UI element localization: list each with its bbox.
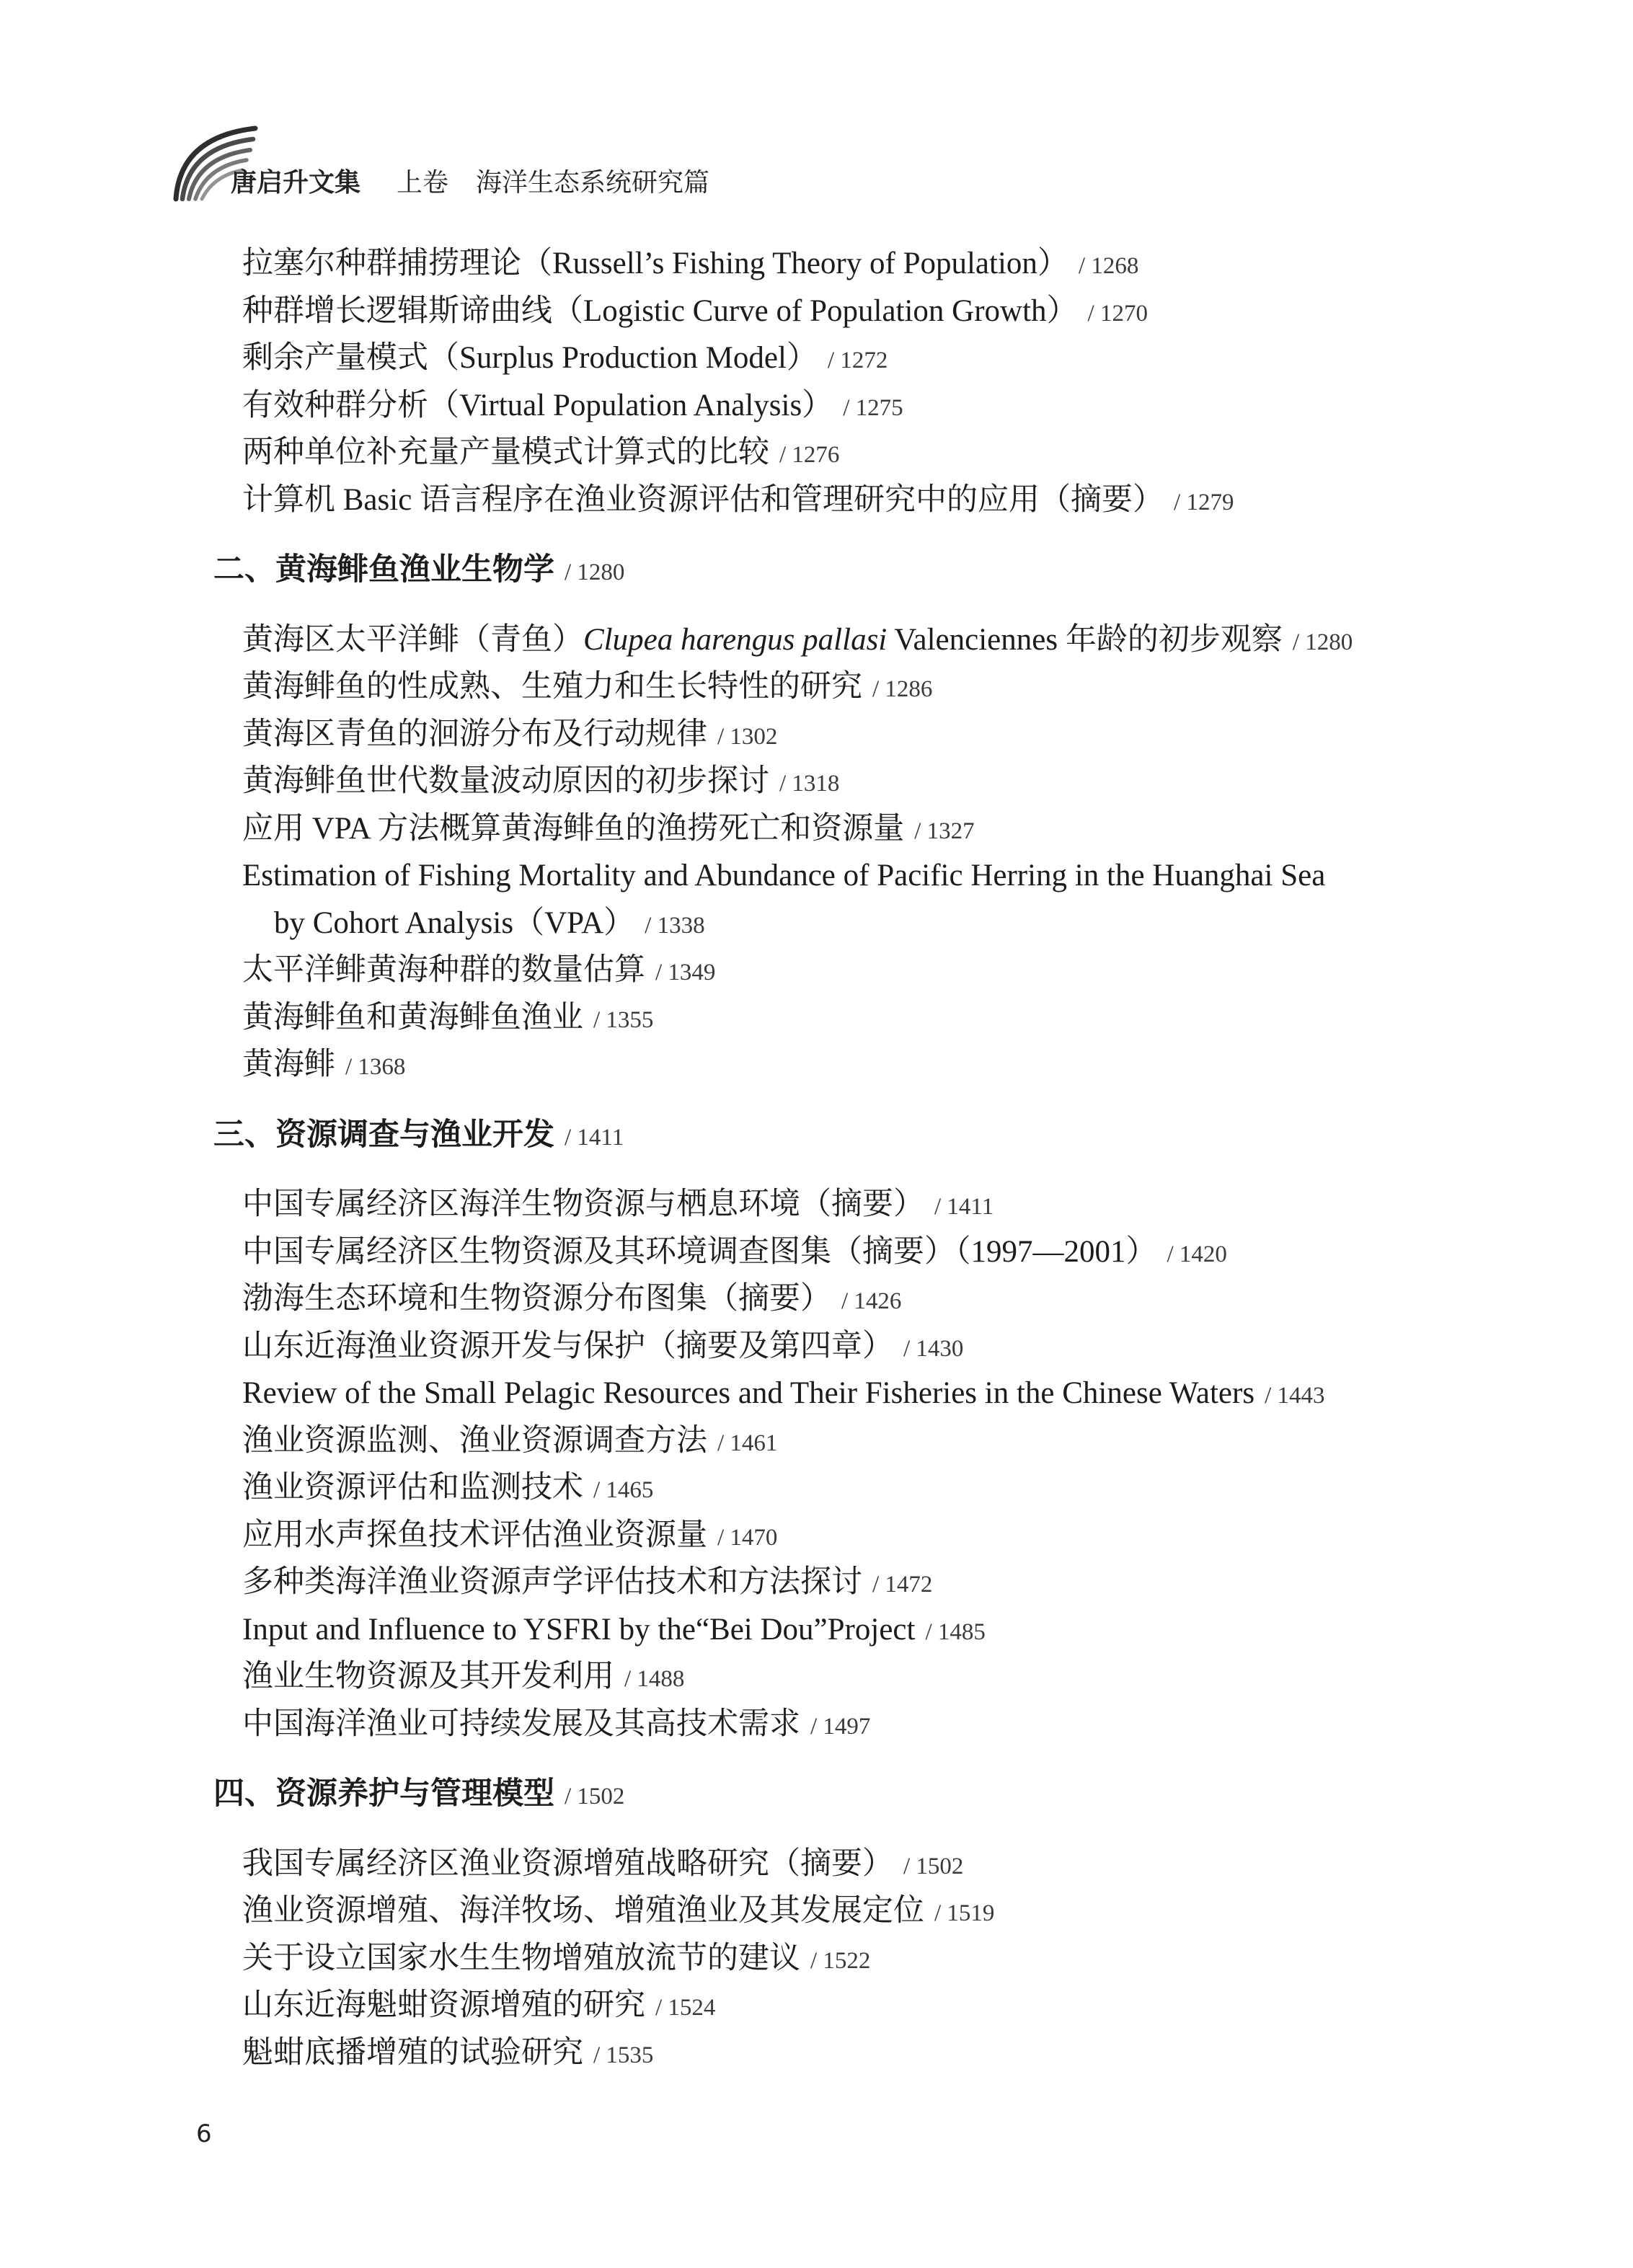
entry-title — [242, 623, 1283, 657]
entry-page: / 1302 — [717, 723, 778, 750]
toc-entry — [242, 1041, 1598, 1089]
entry-page: / 1268 — [1078, 253, 1139, 279]
table-of-contents — [213, 240, 1598, 2076]
toc-entry — [242, 1464, 1598, 1512]
entry-page: / 1355 — [593, 1006, 654, 1033]
entry-title: Input and Influence to YSFRI by the“Bei Dou”Project — [242, 1612, 916, 1647]
entry-page: / 1430 — [903, 1335, 964, 1362]
toc-entry — [242, 1606, 1598, 1654]
entry-title: 拉塞尔种群捕捞理论（Russell’s Fishing Theory of Population） — [242, 247, 1068, 280]
scientific-name: Clupea harengus pallasi — [583, 622, 888, 657]
entry-title: 渔业资源监测、渔业资源调查方法 — [242, 1423, 707, 1458]
entry-title: 计算机 Basic 语言程序在渔业资源评估和管理研究中的应用（摘要） — [242, 482, 1164, 517]
page-number: 6 — [196, 2119, 212, 2148]
entry-page: / 1524 — [655, 1995, 716, 2021]
entry-page: / 1502 — [903, 1853, 964, 1879]
entry-title: 剩余产量模式（Surplus Production Model） — [242, 341, 818, 375]
toc-entry — [242, 1323, 1598, 1370]
entry-title: Review of the Small Pelagic Resources and Their Fisheries in the Chinese Waters — [242, 1376, 1255, 1410]
toc-entry — [242, 2029, 1598, 2077]
section-heading-text: 四、资源养护与管理模型 — [213, 1776, 554, 1812]
entry-title: 中国海洋渔业可持续发展及其高技术需求 — [242, 1706, 800, 1741]
toc-entry — [242, 947, 1598, 994]
entry-title-segment: Valenciennes 年龄的初步观察 — [887, 622, 1283, 657]
entry-page: / 1470 — [717, 1524, 778, 1551]
toc-entry — [242, 1840, 1598, 1888]
entry-page: / 1368 — [345, 1054, 406, 1080]
entry-title: 山东近海渔业资源开发与保护（摘要及第四章） — [242, 1329, 893, 1363]
toc-entry — [242, 288, 1598, 335]
toc-entry — [242, 335, 1598, 382]
entry-page: / 1327 — [914, 818, 975, 844]
section-heading — [213, 1112, 1598, 1159]
toc-section — [213, 1112, 1598, 1748]
entry-title: 多种类海洋渔业资源声学评估技术和方法探讨 — [242, 1565, 862, 1599]
toc-section — [213, 1771, 1598, 2076]
toc-entry — [242, 805, 1598, 853]
section-heading-text: 三、资源调查与渔业开发 — [213, 1116, 554, 1153]
entry-page: / 1488 — [624, 1666, 685, 1692]
entry-page: / 1276 — [779, 442, 840, 468]
toc-entry — [242, 758, 1598, 805]
entry-page: / 1519 — [934, 1900, 995, 1926]
entry-title: 应用水声探鱼技术评估渔业资源量 — [242, 1518, 707, 1552]
entry-page: / 1443 — [1265, 1383, 1325, 1409]
toc-entry — [242, 1512, 1598, 1559]
toc-entry — [242, 429, 1598, 477]
entry-title: 关于设立国家水生生物增殖放流节的建议 — [242, 1941, 800, 1975]
volume-label: 上卷 — [397, 168, 449, 198]
entry-title: 黄海鲱鱼世代数量波动原因的初步探讨 — [242, 764, 769, 798]
entry-title-continued: by Cohort Analysis（VPA） — [274, 905, 635, 940]
toc-entry — [242, 616, 1598, 664]
toc-entry — [242, 1417, 1598, 1465]
toc-section — [242, 240, 1598, 523]
section-heading — [213, 1771, 1598, 1818]
entry-title: 魁蚶底播增殖的试验研究 — [242, 2035, 583, 2070]
toc-entry — [242, 663, 1598, 711]
toc-entry — [242, 240, 1598, 288]
toc-entry — [242, 994, 1598, 1042]
entry-title: 我国专属经济区渔业资源增殖战略研究（摘要） — [242, 1846, 893, 1881]
entry-title: 渤海生态环境和生物资源分布图集（摘要） — [242, 1282, 831, 1316]
entry-page: / 1465 — [593, 1477, 654, 1503]
part-title: 海洋生态系统研究篇 — [476, 168, 710, 198]
entry-title: 黄海鲱鱼的性成熟、生殖力和生长特性的研究 — [242, 670, 862, 704]
entry-page: / 1318 — [779, 771, 840, 797]
entry-page: / 1280 — [1292, 629, 1353, 655]
toc-entry — [242, 382, 1598, 430]
entry-title: 两种单位补充量产量模式计算式的比较 — [242, 435, 769, 469]
toc-entry-continued — [242, 900, 1598, 947]
toc-entry — [242, 1559, 1598, 1606]
entry-page: / 1272 — [827, 347, 888, 373]
entry-page: / 1497 — [810, 1713, 871, 1740]
entry-title: 有效种群分析（Virtual Population Analysis） — [242, 388, 833, 422]
toc-entry — [242, 1275, 1598, 1323]
entry-page: / 1279 — [1174, 489, 1234, 515]
entry-title: 渔业资源增殖、海洋牧场、增殖渔业及其发展定位 — [242, 1894, 924, 1928]
section-page: / 1502 — [565, 1784, 625, 1809]
toc-entry — [242, 1228, 1598, 1276]
entry-title: 渔业资源评估和监测技术 — [242, 1471, 583, 1505]
toc-entry — [242, 1181, 1598, 1228]
entry-page: / 1286 — [872, 676, 933, 702]
entry-page: / 1338 — [645, 912, 705, 939]
toc-entry — [242, 1653, 1598, 1701]
toc-section — [213, 546, 1598, 1089]
section-heading-text: 二、黄海鲱鱼渔业生物学 — [213, 552, 554, 588]
entry-title: 黄海鲱 — [242, 1047, 335, 1081]
entry-title: 渔业生物资源及其开发利用 — [242, 1660, 614, 1693]
entry-title: 山东近海魁蚶资源增殖的研究 — [242, 1988, 645, 2022]
entry-page: / 1522 — [810, 1947, 871, 1974]
toc-entry — [242, 1935, 1598, 1983]
entry-page: / 1270 — [1087, 300, 1148, 327]
entry-page: / 1275 — [843, 394, 903, 421]
entry-page: / 1426 — [841, 1288, 902, 1314]
entry-page: / 1461 — [717, 1430, 778, 1456]
section-heading — [213, 546, 1598, 594]
entry-page: / 1472 — [872, 1572, 933, 1598]
entry-title: 太平洋鲱黄海种群的数量估算 — [242, 953, 645, 987]
entry-page: / 1349 — [655, 960, 716, 985]
section-page: / 1411 — [565, 1124, 624, 1151]
section-page: / 1280 — [565, 559, 625, 585]
entry-title: 黄海鲱鱼和黄海鲱鱼渔业 — [242, 1000, 583, 1035]
book-title: 唐启升文集 — [231, 168, 361, 198]
toc-entry — [242, 477, 1598, 524]
entry-title: 中国专属经济区海洋生物资源与栖息环境（摘要） — [242, 1187, 924, 1221]
entry-title: 中国专属经济区生物资源及其环境调查图集（摘要）（1997—2001） — [242, 1234, 1157, 1269]
entry-title: Estimation of Fishing Mortality and Abundance of Pacific Herring in the Huanghai Sea — [242, 859, 1326, 892]
entry-page: / 1420 — [1167, 1241, 1227, 1267]
entry-page: / 1535 — [593, 2042, 654, 2068]
toc-entry — [242, 852, 1598, 900]
toc-entry — [242, 1887, 1598, 1935]
entry-page: / 1485 — [925, 1618, 986, 1645]
entry-title: 黄海区青鱼的洄游分布及行动规律 — [242, 717, 707, 751]
toc-entry — [242, 1370, 1598, 1417]
entry-title: 种群增长逻辑斯谛曲线（Logistic Curve of Population Growth） — [242, 293, 1078, 328]
toc-entry — [242, 711, 1598, 758]
entry-title-segment: 黄海区太平洋鲱（青鱼） — [242, 622, 583, 657]
toc-entry — [242, 1982, 1598, 2029]
toc-entry — [242, 1701, 1598, 1748]
entry-title: 应用 VPA 方法概算黄海鲱鱼的渔捞死亡和资源量 — [242, 811, 905, 846]
entry-page: / 1411 — [934, 1194, 994, 1220]
